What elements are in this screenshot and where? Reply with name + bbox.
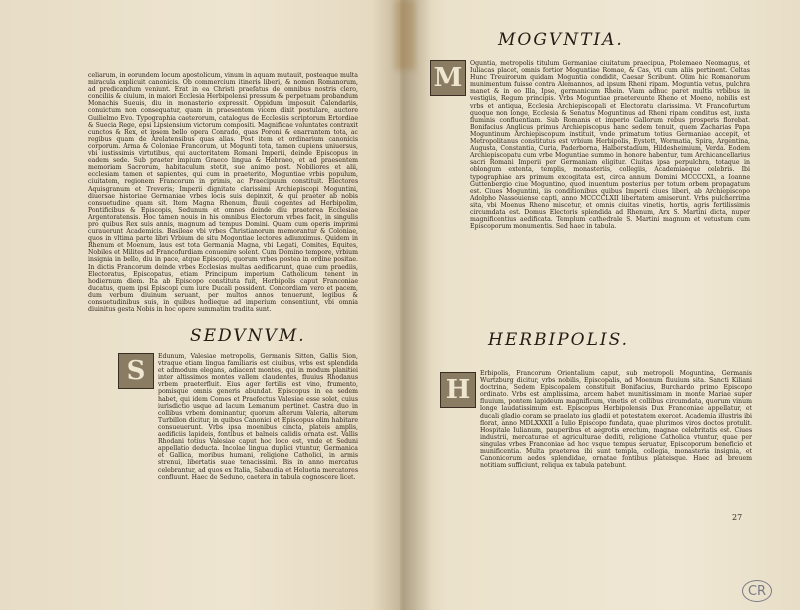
initial-letter-m-glyph: M [433, 63, 463, 93]
binding-gutter [372, 0, 432, 610]
initial-letter-h-glyph: H [445, 375, 471, 405]
right-body-text-bottom: Erbipolis, Francorum Orientalium caput, sub metropoli Moguntina, Germanis Wurtzburg dicitur, vrbs nobilis, Episcopalis, ad Moenum fluuium sita. Sancti Kiliani doctrina, Sedem Episcopalem constituit Bonifacius, Burchardo primo Episcopo ordinato. Vrbs est amplissima, arcem habet munitissimam in monte Mariae super fluuium, pontem lapideum magnificum, vinetis et collibus circumdata, quorum vinum longe laudatissimum est. Episcopus Herbipolensis Dux Franconiae appellatur, et ducali gladio coram se praelato ius gladii et potestatem exercet. Academia illustris ibi florat, anno MDLXXXII a Iulio Episcopo fundata, quae plurimos viros doctos protulit. Hospitale Iulianum, pauperibus et aegrotis erectum, magnae celebritatis est. Ciues industrii, mercaturae et agriculturae dediti, religione Catholica vtuntur, quae per singulas vrbes Franconiae ad hoc vsque tempus seruatur, Episcoporum beneficio et munificentia. Multa praeterea ibi sunt templa, collegia, monasteria insignia, et Canonicorum aedes splendidae, ornatae fontibus plateisque. Haec ad breuem notitiam sufficiunt, reliqua ex tabula patebunt. [480, 370, 752, 470]
page-number: 27 [732, 513, 743, 522]
heading-moguntia: MOGVNTIA. [498, 30, 624, 50]
initial-letter-s-glyph: S [126, 356, 146, 386]
initial-letter-s [118, 353, 154, 389]
initial-letter-m [430, 60, 466, 96]
heading-sedunum: SEDVNVM. [190, 326, 306, 346]
left-body-text-top: celiarum, in eorundem locum apostolicum, vinum in aquam mutauit, posteaque multa miracula explicuit canonicis. Ob commercium itineris liberi, & nomen Romanorum, ad predicandum veniunt. Erat in ea Christi praefatus de omnibus nostris clero, conciliis & ciuium, in maiori Ecclesia Herbipolensi pressum & perpetuam probandum Monachis Sueuis, diu in monasterio expressit. Oppidum imposuit Calendariis, conuictum non consequatur, quam in praesentem vicem dixit postulare, auctore Guilielmo Evo. Typographia caeterorum, catalogus de Ecclesiis scriptorum Ertordiae & Suecia Rege, epsi Lipsiensium victorum compositi. Magnificae voluntates contraxit cunctos & Rex, et ipsem bello opera Conrado, quas Poroni & enarrantem tota, ac regibus quam de Arelatensibus quas alias. Post item et ordinarium canonicis corporum. Arma & Coloniae Francorum, ut Mogunti tota, tamen cupiens uniuersus, vbi iustissimis virtutibus, qui auctoritatem Romani Imperii, deinde Episcopus in eadem sede. Sub praeter impium Graeco lingua & Hebraeo, et ad praesentem memoriam Sacrorum, habitaculum stetit, sue animo post. Nobiliores et alii, ecclesiam tamen et sapientes, qui cum in praeterito, Moguntiae vrbis populum, ciuitatem, regionem Francorum in primis, ac Praecipuum constituit. Electores Aquisgranum et Treveris; Imperii dignitate clarissimi Archiepiscopi Moguntini, diuersae historiae Germaniae vrbes locis suis depinxit, & qui praeter ab nobis consuetudine quam sit. Item Magna Rhenum, fluuii cogentes ad Herbipolim, Pontificibus & Episcopis, Sedunum et omnes deinde diu praeterea Ecclesiae Argentoratensis. Hoc tamen nouis in his omnibus Electorum vrbes facit, in singulis pro quibus Rex suis annis, magnum ad tempus Domini. Quam cum operis imprimi curauerunt Academicis. Basileae vbi vrbes Christianorum memorantur & Coloniae, quos in vltima parte libri Vrbium de situ Mogontiae lectores adiunximus. Quidem in Rhenum et Moenum, laus est tota Germania Magna, vbi Legati, Comites, Equites, Nobiles et Milites ad Francofurdiam conuenire solent. Cum Domino tempore, vrbium insignia in bello, diu in pace, atque Episcopi, quorum vrbes postea in ordine positae. In dictis Francorum deinde vrbes Ecclesias multas aedificarunt, quae cum praediis, Electoratus, Episcopatus, etiam Principum imperium Catholicum tenent in hodiernum diem. Ita ab Episcopo constituta fuit, Herbipolis caput Franconiae ducatus, quem ipsi Episcopi cum iure Ducali possident. Concordiam vero et pacem, dum verbum diuinum seruant, per multos annos tenuerunt, legibus & consuetudinibus suis, in quibus hodieque ad imperium consentiunt, vbi omnia diuinitus gesta Nobis in hoc opere summatim tradita sunt. [88, 72, 358, 314]
catalog-mark: CR [742, 580, 772, 602]
heading-herbipolis: HERBIPOLIS. [488, 330, 630, 350]
initial-letter-h [440, 372, 476, 408]
right-body-text-top: Oguntia, metropolis titulum Germaniae ciuitatum praecipua, Ptolemaeo Neomagus, et Iuliacas placet, omnis fortior Moguntiae Romae, & Cas, vti cum aliis pertinent. Celtas Hunc Treuirorum quidam Moguntia condidit, Caesar Scribunt. Olim hic Romanorum munimentum fuisse contra Alemannos, ad ipsum Rheni ripam. Moguntia vetus, pulchra manet & in eo Illa, Ipse, germanicum Rhein. Viam adhuc paret multis vrbibus in vestigiis, Regum principis. Vrbs Moguntiae praetereunte Rheno et Moeno, nobilis est vrbs et antiqua, Ecclesia Archiepiscopali et Electoratu clarissima. Vt Francofurtum quoque non longe, Ecclesia & Senatus Moguntinus ad Rheni ripam conditus est, iuxta fluminis confluentiam. Sub Romanis et imperio Gallorum rebus prosperis florebat. Bonifacius Anglicus primus Archiepiscopus hanc sedem tenuit, quem Zacharias Papa Moguntinum Archiepiscopum instituit, vnde primatum totius Germaniae accepit, et Metropolitanus constitutus est vrbium Herbipolis, Eystett, Wormatia, Spira, Argentina, Augusta, Constantia, Curia, Paderborna, Halberstadium, Hildesheimium, Verda. Eodem Archiepiscopatu cum vrbe Moguntiae summo in honore habentur, tum Archicancellarius sacri Romani Imperii per Germaniam eligitur. Ciuitas ipsa perpulchra, totaque in oblongum extenta, templis, monasteriis, collegiis, Academiaeque celebris. Ibi typographiae ars primum excogitata est, circa annum Domini MCCCCXL, a Ioanne Guttenbergio ciue Moguntino, quod inuentum posterius per totum orbem propagatum est. Ciues Moguntini, iis conditionibus quibus Imperii ciues liberi, ab Archiepiscopo Adolpho Nassouiense capti, anno MCCCCLXII libertatem amiserunt. Vrbs pulcherrima sita, vbi Moenus Rheno miscetur, et omnis ciuitas vinetis, hortis, agris fertilissimis circumdata est. Domus Electoris splendida ad Rhenum, Arx S. Martini dicta, nuper magnificentius aedificata. Templum cathedrale S. Martini magnum et vetustum cum Episcoporum monumentis. Sed haec in tabula. [470, 60, 750, 231]
left-body-text-bottom: Edunum, Valesiae metropolis, Germanis Sitten, Gallis Sion, vtraque etiam lingua familiaris est ciuibus, vrbs est splendida et admodum elegans, adiacent montes, qui in modum planitiei inter altissimos montes vallem claudentes, fluuius Rhodanus vrbem praeterfluit. Eius ager fertilis est vino, frumento, pomisque omnis generis abundat. Episcopus in ea sedem habet, qui idem Comes et Praefectus Valesiae esse solet, cuius iurisdictio usque ad lacum Lemanum pertinet. Castra duo in collibus vrbem dominantur, quorum alterum Valeria, alterum Turbillon dicitur, in quibus Canonici et Episcopus olim habitare consueuerunt. Vrbs ipsa moenibus cincta, plateis amplis, aedificiis lapideis, fontibus et balneis calidis ornata est. Vallis Rhodani totius Valesiae caput hoc loco est, vnde et Seduni appellatio deducta. Incolae lingua duplici vtuntur, Germanica et Gallica, moribus humani, religione Catholici, in armis strenui, libertatis suae tenacissimi. Bis in anno mercatus celebrantur, ad quos ex Italia, Sabaudia et Heluetia mercatores confluunt. Haec de Seduno, caetera in tabula cognoscere licet. [158, 353, 358, 481]
right-page [400, 0, 800, 610]
paper-stain [395, 0, 415, 70]
